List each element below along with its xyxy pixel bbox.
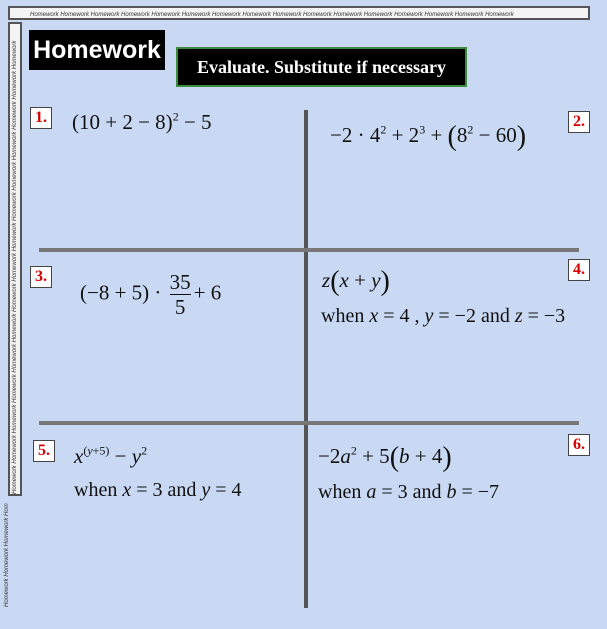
problem-3-number: 3.: [30, 266, 52, 288]
page-title: Homework: [29, 30, 165, 70]
side-homework-banner: [8, 22, 22, 496]
instruction-box: Evaluate. Substitute if necessary: [176, 47, 467, 87]
grid-horizontal-divider-top: [39, 248, 579, 252]
side-bottom-banner: [1, 490, 13, 610]
problem-2-number: 2.: [568, 111, 590, 133]
problem-4-expression: z(x + y): [322, 266, 390, 297]
side-bottom-text: Homework Homework Homework Hom: [4, 503, 10, 607]
problem-2-expression: $-2 \cdot 4^2 + 2^3 + (8^2 - 60)$: [330, 121, 527, 152]
grid-horizontal-divider-bottom: [39, 421, 579, 425]
problem-4-condition: when x = 4 , y = −2 and z = −3: [321, 305, 566, 327]
problem-1-expression: $(10 + 2 - 8)^2 - 5$: [72, 109, 212, 134]
problem-6-condition: when a = 3 and b = −7: [318, 481, 500, 503]
problem-6-number: 6.: [568, 434, 590, 456]
problem-5-number: 5.: [33, 440, 55, 462]
problem-5-expression: $x^{(y+5)} - y^2$: [74, 443, 148, 468]
grid-vertical-divider: [304, 110, 308, 608]
problem-6-expression: $-2a^2 + 5(b + 4)$: [318, 442, 452, 473]
problem-1-number: 1.: [30, 107, 52, 129]
problem-5-condition: when x = 3 and y = 4: [74, 479, 242, 501]
problem-3-expression: (−8 + 5) · $\frac{35}{5}$ + 6: [80, 270, 222, 320]
top-homework-banner: Homework Homework Homework Homework Homework Homework Homework Homework Homework Homework Homework Homework Homework Homework Homework Homework: [8, 6, 590, 20]
problem-4-number: 4.: [568, 259, 590, 281]
side-banner-text: Homework Homework Homework Homework Homework Homework Homework Homework Homework Homework Homework Homework Homework Homework Homework: [12, 40, 18, 494]
